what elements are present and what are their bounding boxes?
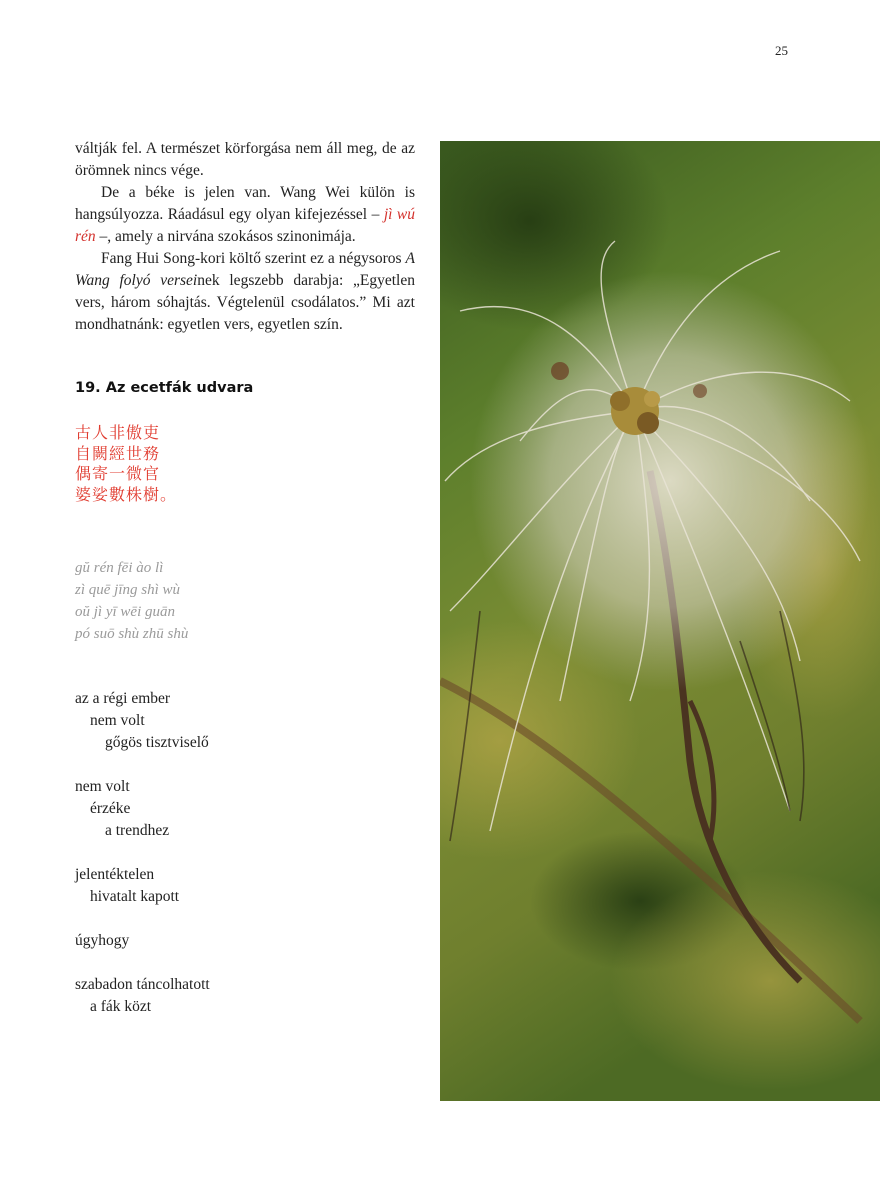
poem-line: hivatalt kapott bbox=[90, 888, 180, 905]
page-number: 25 bbox=[775, 43, 788, 58]
pinyin-transliteration bbox=[75, 557, 188, 645]
stanza-3 bbox=[75, 864, 210, 908]
seedhead-photo bbox=[440, 141, 880, 1101]
stanza-2 bbox=[75, 776, 210, 842]
paragraph-1: váltják fel. A természet körforgása nem áll meg, de az örömnek nincs vége. bbox=[75, 140, 415, 179]
chinese-line-2: 自闕經世務 bbox=[75, 445, 161, 463]
stanza-1 bbox=[75, 688, 210, 754]
poem-line: a trendhez bbox=[105, 822, 170, 839]
poem-line: úgyhogy bbox=[75, 932, 130, 949]
pinyin-line-4: pó suō shù zhū shù bbox=[75, 626, 189, 642]
pinyin-line-2: zì quē jīng shì wù bbox=[75, 582, 181, 598]
poem-line: az a régi ember bbox=[75, 690, 171, 707]
book-title: A Wang folyó versei bbox=[75, 250, 415, 289]
p2-text-before: De a béke is jelen van. Wang Wei külön is hangsúlyozza. Ráadásul egy olyan kifejezéssel – bbox=[75, 184, 415, 223]
seedhead-illustration bbox=[440, 141, 880, 1101]
p3-text-after: nek legszebb darabja: „Egyetlen vers, három sóhajtás. Végtelenül csodálatos.” Mi azt mondhatnánk: egyetlen vers, egyetlen szín. bbox=[75, 272, 415, 333]
chinese-poem bbox=[75, 424, 177, 506]
p2-text-after: –, amely a nirvána szokásos szinonimája. bbox=[95, 228, 356, 245]
paragraph-3 bbox=[75, 248, 415, 336]
poem-line: jelentéktelen bbox=[75, 866, 155, 883]
poem-line: érzéke bbox=[90, 800, 131, 817]
poem-line: a fák közt bbox=[90, 998, 152, 1015]
poem-line: nem volt bbox=[90, 712, 145, 729]
poem-line: nem volt bbox=[75, 778, 130, 795]
pinyin-term: jì wú rén bbox=[75, 206, 415, 245]
poem-line: szabadon táncolhatott bbox=[75, 976, 210, 993]
poem-line: gőgös tisztviselő bbox=[105, 734, 209, 751]
paragraph-2 bbox=[75, 182, 415, 248]
p3-text-before: Fang Hui Song-kori költő szerint ez a négysoros bbox=[101, 250, 406, 267]
section-heading: 19. Az ecetfák udvara bbox=[75, 380, 254, 396]
stanza-4 bbox=[75, 930, 210, 952]
intro-text bbox=[75, 138, 415, 336]
pinyin-line-1: gŭ rén fēi ào lì bbox=[75, 560, 164, 576]
hungarian-poem bbox=[75, 688, 210, 1040]
stanza-5 bbox=[75, 974, 210, 1018]
pinyin-line-3: oŭ jì yī wēi guān bbox=[75, 604, 175, 620]
chinese-line-1: 古人非傲吏 bbox=[75, 425, 161, 442]
chinese-line-3: 偶寄一微官 bbox=[75, 466, 161, 483]
chinese-line-4: 婆娑數株樹。 bbox=[75, 486, 178, 504]
